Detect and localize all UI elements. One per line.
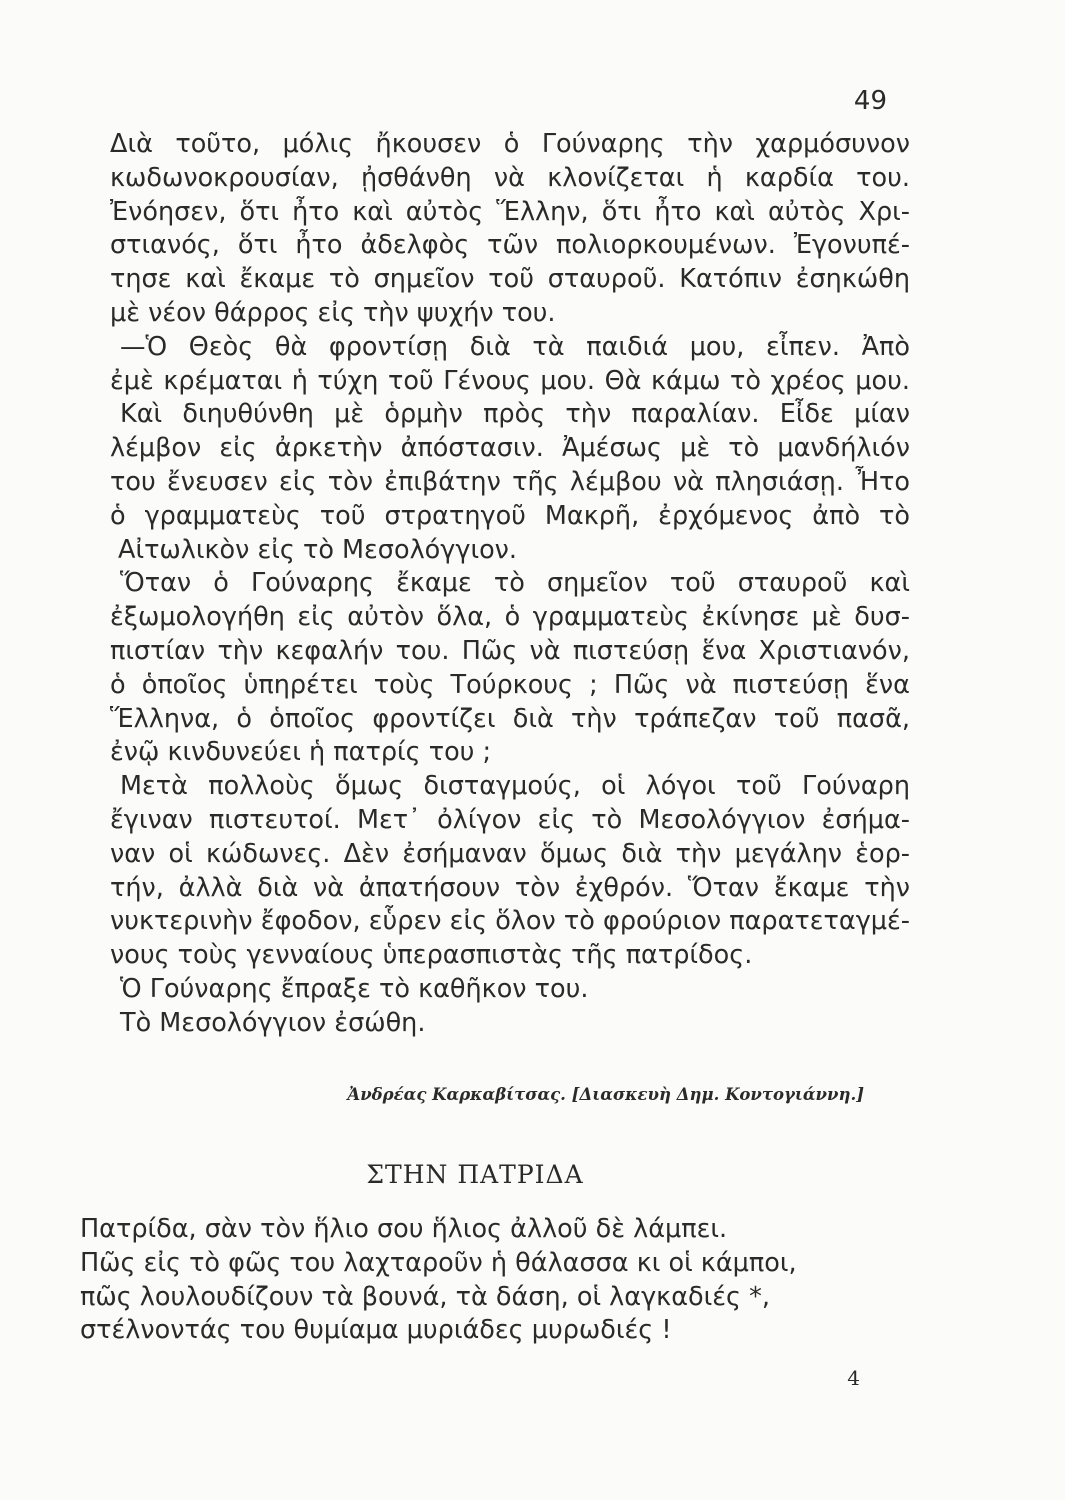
poem-title: ΣΤΗΝ ΠΑΤΡΙΔΑ (366, 1160, 584, 1189)
poem-body (80, 1213, 900, 1348)
prose-line: ἐνῷ κινδυνεύει ἡ πατρίς του ; (110, 737, 492, 768)
prose-line: —Ὁ Θεὸς θὰ φροντίσῃ διὰ τὰ παιδιά μου, εἶπεν. Ἀπὸ (120, 331, 910, 362)
prose-line: ἐμὲ κρέμαται ἡ τύχη τοῦ Γένους μου. Θὰ κάμω τὸ χρέος μου. (110, 365, 910, 396)
prose-line: λέμβον εἰς ἀρκετὴν ἀπόστασιν. Ἀμέσως μὲ τὸ μανδήλιόν (110, 433, 910, 464)
prose-line: Ὅταν ὁ Γούναρης ἔκαμε τὸ σημεῖον τοῦ σταυροῦ καὶ (120, 568, 910, 599)
signature-mark: 4 (847, 1366, 860, 1390)
prose-line: πιστίαν τὴν κεφαλήν του. Πῶς νὰ πιστεύσῃ ἕνα Χριστιανόν, (110, 635, 910, 666)
prose-line: Καὶ διηυθύνθη μὲ ὁρμὴν πρὸς τὴν παραλίαν. Εἶδε μίαν (120, 399, 910, 430)
prose-line: Ἐνόησεν, ὅτι ἦτο καὶ αὐτὸς Ἕλλην, ὅτι ἦτο καὶ αὐτὸς Χρι- (110, 196, 910, 227)
prose-line: Μετὰ πολλοὺς ὅμως δισταγμούς, οἱ λόγοι τοῦ Γούναρη (120, 771, 910, 802)
prose-line: του ἔνευσεν εἰς τὸν ἐπιβάτην τῆς λέμβου νὰ πλησιάσῃ. Ἦτο (110, 466, 910, 497)
prose-line: ἐξωμολογήθη εἰς αὐτὸν ὅλα, ὁ γραμματεὺς ἐκίνησε μὲ δυσ- (110, 602, 910, 633)
prose-line: Αἰτωλικὸν εἰς τὸ Μεσολόγγιον. (118, 534, 518, 565)
prose-line: στιανός, ὅτι ἦτο ἀδελφὸς τῶν πολιορκουμένων. Ἐγονυπέ- (110, 230, 910, 261)
prose-line: ἔγιναν πιστευτοί. Μετ᾿ ὀλίγον εἰς τὸ Μεσολόγγιον ἐσήμα- (110, 804, 910, 835)
prose-line: ὁ ὁποῖος ὑπηρέτει τοὺς Τούρκους ; Πῶς νὰ πιστεύσῃ ἕνα (110, 669, 910, 700)
prose-line: νυκτερινὴν ἔφοδον, εὗρεν εἰς ὅλον τὸ φρούριον παρατεταγμέ- (110, 906, 910, 937)
page-number: 49 (853, 86, 887, 116)
prose-line: Ὁ Γούναρης ἔπραξε τὸ καθῆκον του. (120, 973, 589, 1004)
prose-line: κωδωνοκρουσίαν, ᾐσθάνθη νὰ κλονίζεται ἡ καρδία του. (110, 162, 910, 193)
prose-line: νους τοὺς γενναίους ὑπερασπιστὰς τῆς πατρίδος. (110, 940, 753, 971)
prose-body (110, 128, 910, 1041)
prose-line: Διὰ τοῦτο, μόλις ἤκουσεν ὁ Γούναρης τὴν χαρμόσυνον (110, 129, 910, 159)
poem-line: πῶς λουλουδίζουν τὰ βουνά, τὰ δάση, οἱ λαγκαδιές *, (80, 1281, 770, 1312)
prose-line: ὁ γραμματεὺς τοῦ στρατηγοῦ Μακρῆ, ἐρχόμενος ἀπὸ τὸ (110, 500, 910, 531)
poem-line: στέλνοντάς του θυμίαμα μυριάδες μυρωδιές ! (80, 1315, 672, 1346)
prose-line: τησε καὶ ἔκαμε τὸ σημεῖον τοῦ σταυροῦ. Κατόπιν ἐσηκώθη (110, 264, 910, 295)
prose-line: Τὸ Μεσολόγγιον ἐσώθη. (120, 1007, 426, 1038)
attribution: Ἀνδρέας Καρκαβίτσας. [Διασκευὴ Δημ. Κοντογιάννη.] (347, 1085, 864, 1104)
prose-line: Ἕλληνα, ὁ ὁποῖος φροντίζει διὰ τὴν τράπεζαν τοῦ πασᾶ, (110, 703, 910, 734)
poem-line: Πατρίδα, σὰν τὸν ἥλιο σου ἥλιος ἀλλοῦ δὲ λάμπει. (80, 1214, 728, 1244)
prose-line: τήν, ἀλλὰ διὰ νὰ ἀπατήσουν τὸν ἐχθρόν. Ὅταν ἔκαμε τὴν (110, 872, 910, 903)
poem-line: Πῶς εἰς τὸ φῶς του λαχταροῦν ἡ θάλασσα κι οἱ κάμποι, (80, 1247, 797, 1278)
prose-line: μὲ νέον θάρρος εἰς τὴν ψυχήν του. (110, 297, 556, 328)
prose-line: ναν οἱ κώδωνες. Δὲν ἐσήμαναν ὅμως διὰ τὴν μεγάλην ἑορ- (110, 838, 910, 869)
